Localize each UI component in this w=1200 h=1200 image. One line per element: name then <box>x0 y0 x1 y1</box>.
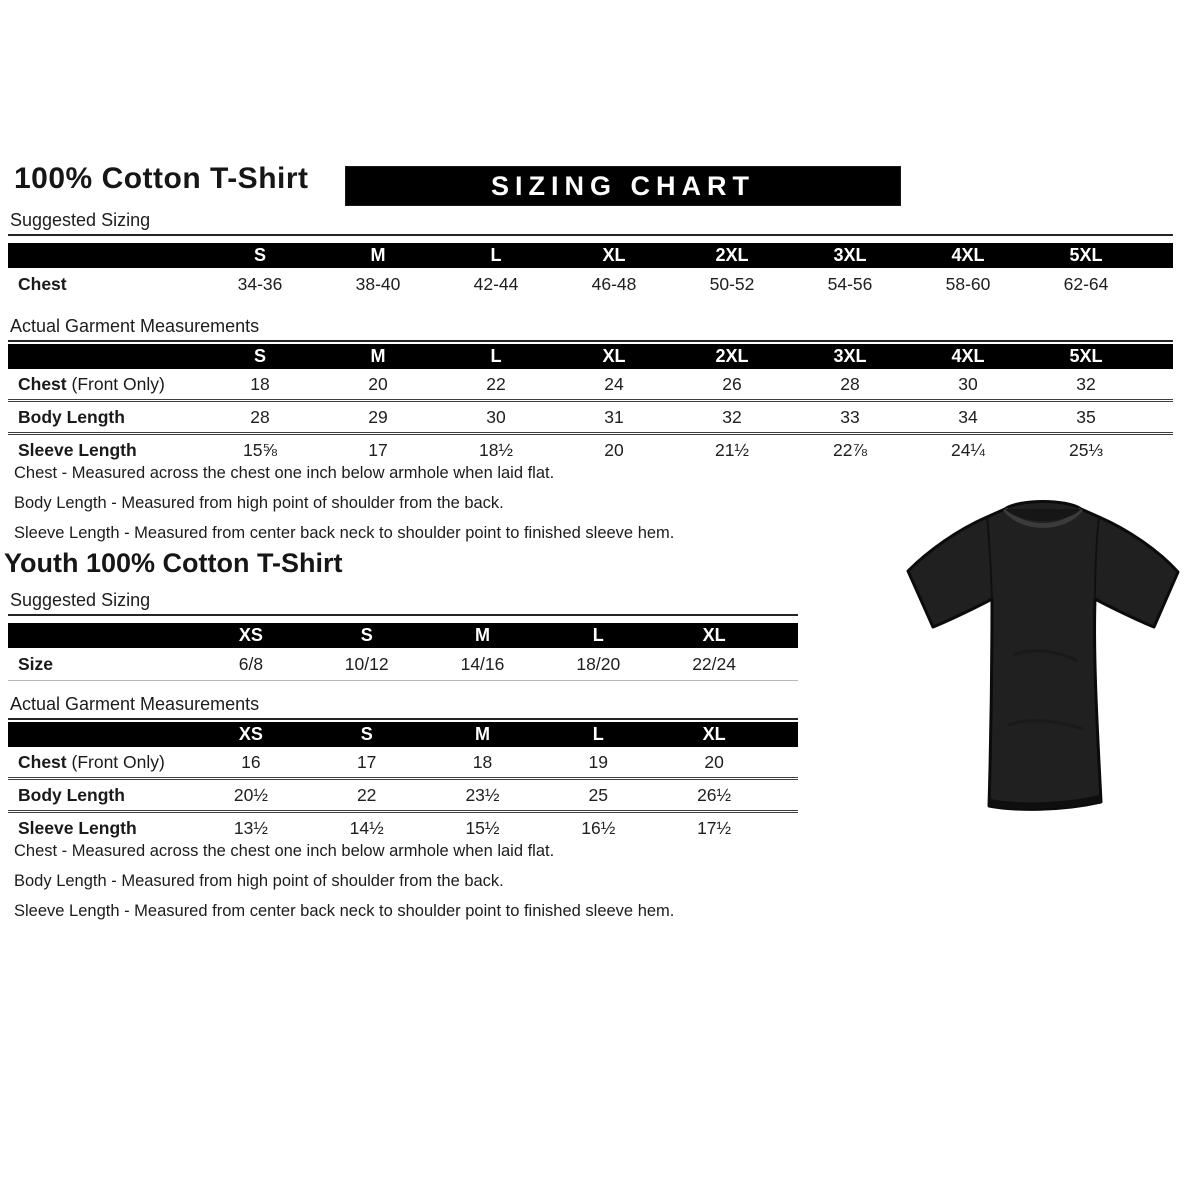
measurement-cell: 29 <box>319 401 437 434</box>
row-label-text: Size <box>18 653 54 674</box>
measurement-cell: 25 <box>540 779 656 812</box>
measurement-cell: 42-44 <box>473 273 519 294</box>
size-column-header: S <box>201 344 319 369</box>
row-label-suffix: (Front Only) <box>66 373 165 394</box>
spacer-cell <box>1145 243 1173 268</box>
size-column-header: M <box>425 623 541 648</box>
size-column-header: S <box>309 623 425 648</box>
divider-line <box>8 234 1173 236</box>
row-label <box>8 812 193 844</box>
note-body-length: Body Length - Measured from high point of shoulder from the back. <box>14 494 504 512</box>
measurement-cell: 24¼ <box>909 434 1027 466</box>
measurement-cell: 50-52 <box>709 273 755 294</box>
size-column-header: M <box>319 243 437 268</box>
measurement-cell: 10/12 <box>344 653 389 674</box>
measurement-cell: 26 <box>722 373 742 394</box>
table-header-row <box>8 722 798 747</box>
size-column-header: 2XL <box>673 344 791 369</box>
adult-measurement-notes <box>14 464 674 554</box>
row-label <box>8 648 193 681</box>
row-label-suffix: (Front Only) <box>66 751 165 772</box>
table-row <box>8 747 798 779</box>
size-column-header: XL <box>656 722 772 747</box>
measurement-cell: 16 <box>241 751 261 772</box>
row-label-text: Sleeve Length <box>18 439 137 460</box>
size-column-header: M <box>425 722 541 747</box>
size-column-header: XL <box>555 344 673 369</box>
measurement-cell: 20½ <box>193 779 309 812</box>
spacer-cell <box>1145 434 1173 466</box>
measurement-cell: 26½ <box>656 779 772 812</box>
table-header-row <box>8 243 1173 268</box>
size-column-header: L <box>437 243 555 268</box>
measurement-cell: 46-48 <box>591 273 637 294</box>
table-row <box>8 648 798 681</box>
spacer-cell <box>1145 369 1173 401</box>
measurement-cell: 19 <box>588 751 609 772</box>
spacer-cell <box>772 648 798 681</box>
row-label-text: Body Length <box>18 784 125 805</box>
measurement-cell: 17½ <box>656 812 772 844</box>
measurement-cell: 22 <box>309 779 425 812</box>
table-row <box>8 779 798 812</box>
table-corner-cell <box>8 243 201 268</box>
size-column-header: 2XL <box>673 243 791 268</box>
section-label: Suggested Sizing <box>10 590 151 610</box>
measurement-cell: 32 <box>1076 373 1096 394</box>
row-label <box>8 369 201 401</box>
size-column-header: XL <box>656 623 772 648</box>
measurement-cell: 23½ <box>425 779 541 812</box>
spacer-cell <box>772 779 798 812</box>
size-column-header: 4XL <box>909 344 1027 369</box>
spacer-cell <box>772 812 798 844</box>
measurement-cell: 18 <box>250 373 270 394</box>
table-corner-cell <box>8 623 193 648</box>
youth-suggested-sizing-section <box>8 590 798 681</box>
size-column-header: 4XL <box>909 243 1027 268</box>
row-label <box>8 268 201 300</box>
size-column-header: L <box>540 722 656 747</box>
size-column-header: XL <box>555 243 673 268</box>
table-corner-cell <box>8 722 193 747</box>
page-title: 100% Cotton T-Shirt <box>14 162 309 195</box>
measurement-cell: 20 <box>368 373 388 394</box>
note-sleeve-length: Sleeve Length - Measured from center back neck to shoulder point to finished sleeve hem. <box>14 524 675 542</box>
row-label-text: Sleeve Length <box>18 817 137 838</box>
section-label: Actual Garment Measurements <box>10 694 260 714</box>
measurement-cell: 15⅝ <box>201 434 319 466</box>
measurement-cell: 18 <box>472 751 493 772</box>
measurement-cell: 22/24 <box>692 653 736 674</box>
measurement-cell: 31 <box>555 401 673 434</box>
row-label-text: Chest <box>18 273 67 294</box>
t-shirt-graphic <box>893 470 1193 840</box>
measurement-cell: 21½ <box>673 434 791 466</box>
youth-measurement-notes <box>14 842 674 932</box>
divider-line <box>8 614 798 616</box>
youth-suggested-sizing-table <box>8 623 798 681</box>
measurement-cell: 24 <box>604 373 624 394</box>
measurement-cell: 25⅓ <box>1027 434 1145 466</box>
spacer-cell <box>1145 401 1173 434</box>
note-chest: Chest - Measured across the chest one inch below armhole when laid flat. <box>14 464 555 482</box>
measurement-cell: 20 <box>704 751 724 772</box>
measurement-cell: 18½ <box>437 434 555 466</box>
table-row <box>8 401 1173 434</box>
size-column-header: S <box>201 243 319 268</box>
row-label <box>8 434 201 466</box>
spacer-cell <box>1145 268 1173 300</box>
row-label-text: Chest <box>18 373 67 394</box>
adult-actual-measurements-table <box>8 344 1173 465</box>
measurement-cell: 20 <box>555 434 673 466</box>
measurement-cell: 6/8 <box>238 653 264 674</box>
spacer-cell <box>772 623 798 648</box>
size-column-header: 3XL <box>791 344 909 369</box>
note-body-length: Body Length - Measured from high point of shoulder from the back. <box>14 872 504 890</box>
size-column-header: 5XL <box>1027 243 1145 268</box>
size-column-header: XS <box>193 623 309 648</box>
measurement-cell: 62-64 <box>1063 273 1109 294</box>
adult-actual-measurements-section <box>8 316 1173 465</box>
row-label-text: Chest <box>18 751 67 772</box>
size-column-header: XS <box>193 722 309 747</box>
measurement-cell: 32 <box>673 401 791 434</box>
measurement-cell: 15½ <box>425 812 541 844</box>
measurement-cell: 28 <box>840 373 860 394</box>
row-label <box>8 747 193 779</box>
measurement-cell: 13½ <box>193 812 309 844</box>
sizing-chart-banner: SIZING CHART <box>346 167 900 205</box>
measurement-cell: 30 <box>437 401 555 434</box>
row-label <box>8 401 201 434</box>
measurement-cell: 16½ <box>540 812 656 844</box>
measurement-cell: 54-56 <box>827 273 873 294</box>
measurement-cell: 34 <box>909 401 1027 434</box>
adult-suggested-sizing-section <box>8 210 1173 300</box>
spacer-cell <box>1145 344 1173 369</box>
size-column-header: L <box>540 623 656 648</box>
spacer-cell <box>772 747 798 779</box>
size-column-header: 3XL <box>791 243 909 268</box>
measurement-cell: 17 <box>356 751 377 772</box>
measurement-cell: 38-40 <box>355 273 401 294</box>
size-column-header: M <box>319 344 437 369</box>
measurement-cell: 34-36 <box>237 273 283 294</box>
t-shirt-image <box>893 470 1193 840</box>
section-label: Suggested Sizing <box>10 210 151 230</box>
note-sleeve-length: Sleeve Length - Measured from center back neck to shoulder point to finished sleeve hem. <box>14 902 675 920</box>
size-column-header: S <box>309 722 425 747</box>
measurement-cell: 22⅞ <box>791 434 909 466</box>
note-chest: Chest - Measured across the chest one inch below armhole when laid flat. <box>14 842 555 860</box>
measurement-cell: 35 <box>1027 401 1145 434</box>
youth-actual-measurements-section <box>8 694 798 843</box>
measurement-cell: 17 <box>319 434 437 466</box>
measurement-cell: 30 <box>958 373 978 394</box>
table-row <box>8 434 1173 466</box>
table-row <box>8 268 1173 300</box>
measurement-cell: 33 <box>791 401 909 434</box>
table-header-row <box>8 344 1173 369</box>
measurement-cell: 14/16 <box>460 653 505 674</box>
measurement-cell: 58-60 <box>945 273 991 294</box>
spacer-cell <box>772 722 798 747</box>
measurement-cell: 22 <box>486 373 506 394</box>
divider-line <box>8 718 798 720</box>
row-label-text: Body Length <box>18 406 125 427</box>
section-label: Actual Garment Measurements <box>10 316 260 336</box>
measurement-cell: 28 <box>201 401 319 434</box>
table-row <box>8 369 1173 401</box>
table-corner-cell <box>8 344 201 369</box>
divider-line <box>8 340 1173 342</box>
measurement-cell: 18/20 <box>576 653 621 674</box>
size-column-header: 5XL <box>1027 344 1145 369</box>
measurement-cell: 14½ <box>309 812 425 844</box>
table-row <box>8 812 798 844</box>
youth-section-title: Youth 100% Cotton T-Shirt <box>4 548 343 578</box>
adult-suggested-sizing-table <box>8 243 1173 300</box>
size-column-header: L <box>437 344 555 369</box>
row-label <box>8 779 193 812</box>
table-header-row <box>8 623 798 648</box>
youth-actual-measurements-table <box>8 722 798 843</box>
